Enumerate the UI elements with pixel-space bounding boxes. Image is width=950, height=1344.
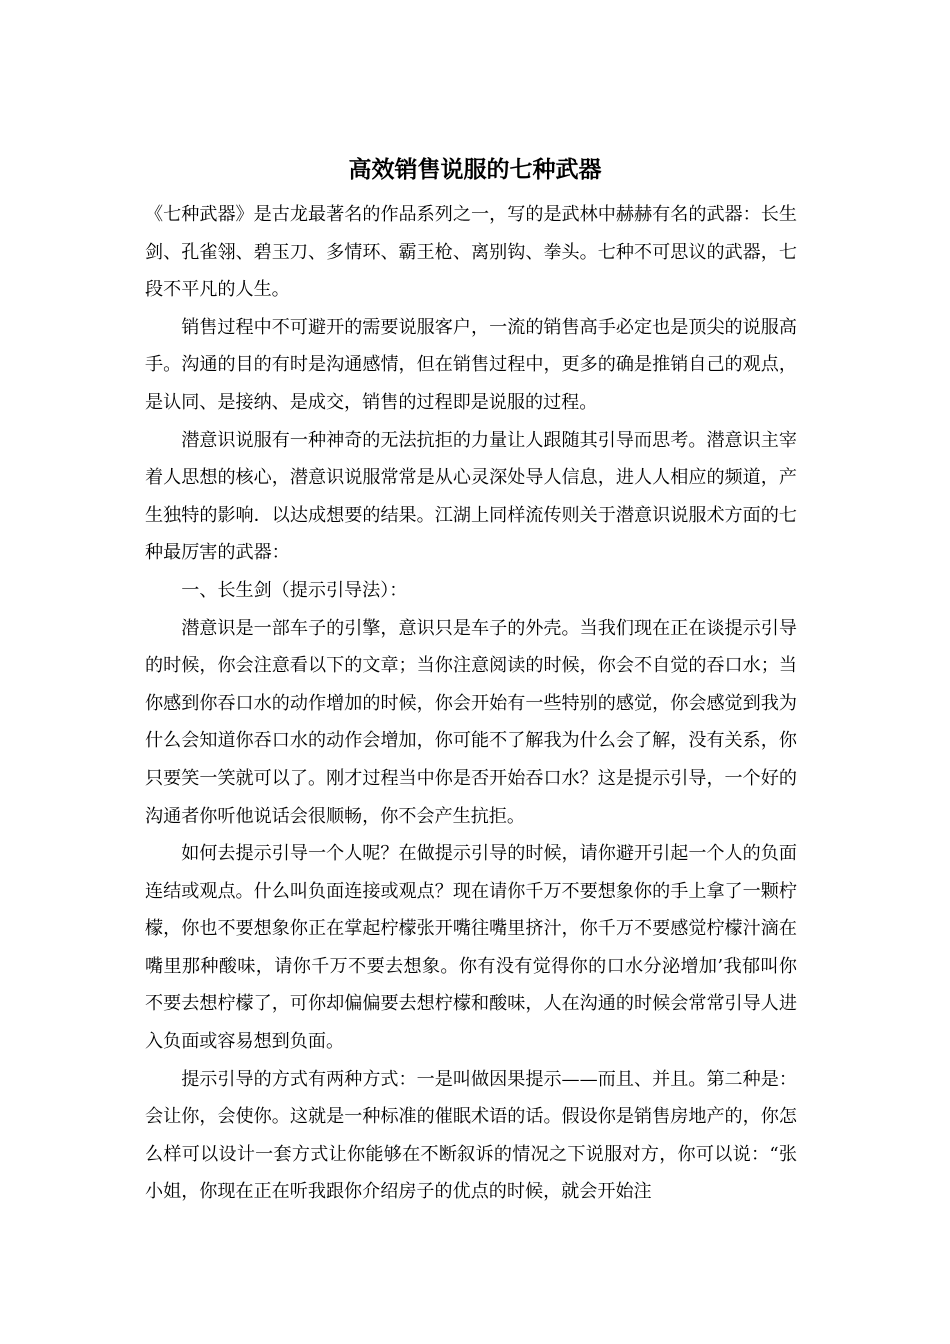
section-heading-1: 一、长生剑（提示引导法）： xyxy=(181,579,408,601)
document-body xyxy=(145,196,797,1211)
paragraph-methods: 提示引导的方式有两种方式：一是叫做因果提示——而且、并且。第二种是：会让你，会使你。这就是一种标准的催眠术语的话。假设你是销售房地产的，你怎么样可以设计一套方式让你能够在不断叙诉的情况之下说服对方，你可以说：“张小姐，你现在正在听我跟你介绍房子的优点的时候，就会开始注 xyxy=(145,1068,797,1203)
document-title: 高效销售说服的七种武器 xyxy=(348,157,602,183)
paragraph-subconscious: 潜意识说服有一种神奇的无法抗拒的力量让人跟随其引导而思考。潜意识主宰着人思想的核心，潜意识说服常常是从心灵深处导人信息，进人人相应的频道，产生独特的影响．以达成想要的结果。江湖上同样流传则关于潜意识说服术方面的七种最厉害的武器： xyxy=(145,429,797,564)
paragraph-negative: 如何去提示引导一个人呢？在做提示引导的时候，请你避开引起一个人的负面连结或观点。什么叫负面连接或观点？现在请你千万不要想象你的手上拿了一颗柠檬，你也不要想象你正在掌起柠檬张开嘴往嘴里挤汁，你千万不要感觉柠檬汁滴在嘴里那种酸味，请你千万不要去想象。你有没有觉得你的口水分泌增加’我郁叫你不要去想柠檬了，可你却偏偏要去想柠檬和酸味，人在沟通的时候会常常引导人进入负面或容易想到负面。 xyxy=(145,843,797,1053)
paragraph-engine: 潜意识是一部车子的引擎，意识只是车子的外壳。当我们现在正在谈提示引导的时候，你会注意看以下的文章；当你注意阅读的时候，你会不自觉的吞口水；当你感到你吞口水的动作增加的时候，你会开始有一些特别的感觉，你会感觉到我为什么会知道你吞口水的动作会增加，你可能不了解我为什么会了解，没有关系，你只要笑一笑就可以了。刚才过程当中你是否开始吞口水？这是提示引导，一个好的沟通者你听他说话会很顺畅，你不会产生抗拒。 xyxy=(145,617,797,827)
paragraph-sales-persuasion: 销售过程中不可避开的需要说服客户，一流的销售高手必定也是顶尖的说服高手。沟通的目的有时是沟通感情，但在销售过程中，更多的确是推销自己的观点，是认同、是接纳、是成交，销售的过程即是说服的过程。 xyxy=(145,316,797,413)
paragraph-intro: 《七种武器》是古龙最著名的作品系列之一，写的是武林中赫赫有名的武器：长生剑、孔雀翎、碧玉刀、多情环、霸王枪、离别钩、拳头。七种不可思议的武器，七段不平凡的人生。 xyxy=(145,204,797,301)
